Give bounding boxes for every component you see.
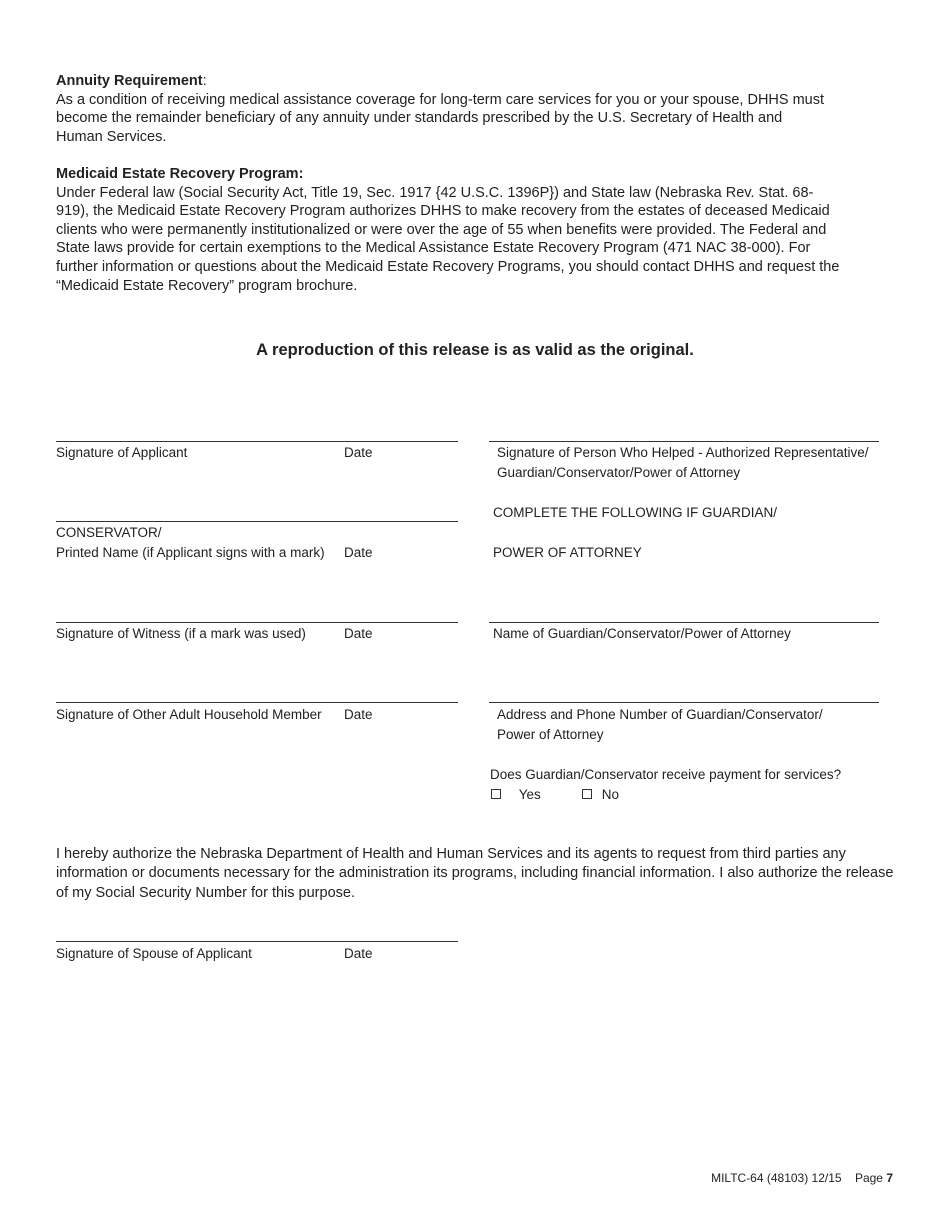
applicant-date-label: Date [344,445,373,460]
helper-signature-label: Signature of Person Who Helped - Authorized Representative/ Guardian/Conservator/Power of Attorney [497,445,869,480]
yes-label: Yes [518,787,541,802]
household-signature-label: Signature of Other Adult Household Member [56,707,322,722]
estate-recovery-section [56,165,841,295]
payment-question: Does Guardian/Conservator receive payment for services? [490,767,842,782]
page-number: 7 [886,1171,893,1185]
applicant-signature-line[interactable] [56,441,458,442]
witness-date-label: Date [344,626,373,641]
helper-signature-line[interactable] [489,441,879,442]
annuity-body: As a condition of receiving medical assistance coverage for long-term care services for you or your spouse, DHHS must become the remainder beneficiary of any annuity under standards prescribed by the U.S. Secretary of Health and Human Services. [56,91,825,145]
spouse-signature-label: Signature of Spouse of Applicant [56,946,252,961]
applicant-signature-label: Signature of Applicant [56,445,188,460]
yes-option[interactable] [491,785,541,805]
printed-name-label: Printed Name (if Applicant signs with a mark) [56,545,325,560]
complete-following-label: COMPLETE THE FOLLOWING IF GUARDIAN/ [493,505,778,520]
guardian-address-line[interactable] [489,702,879,703]
estate-recovery-body: Under Federal law (Social Security Act, Title 19, Sec. 1917 {42 U.S.C. 1396P}) and State law (Nebraska Rev. Stat. 68-919), the Medicaid Estate Recovery Program authorizes DHHS to make recovery from the estates of deceased Medicaid clients who were permanently institutionalized or were over the age of 55 when benefits were provided. The Federal and State laws provide for certain exemptions to the Medical Assistance Estate Recovery Program (471 NAC 38-000). For further information or questions about the Medicaid Estate Recovery Programs, you should contact DHHS and request the “Medicaid Estate Recovery” program brochure. [56,184,840,294]
household-date-label: Date [344,707,373,722]
printed-name-line[interactable] [56,521,458,522]
yes-checkbox[interactable] [491,789,501,799]
no-label: No [601,787,620,802]
guardian-address-label: Address and Phone Number of Guardian/Conservator/ Power of Attorney [497,707,823,742]
no-checkbox[interactable] [582,789,592,799]
spouse-signature-line[interactable] [56,941,458,942]
witness-signature-line[interactable] [56,622,458,623]
estate-recovery-heading: Medicaid Estate Recovery Program: [56,166,304,182]
no-option[interactable] [582,785,619,805]
validity-statement: A reproduction of this release is as valid as the original. [256,341,694,359]
power-of-attorney-label: POWER OF ATTORNEY [493,545,642,560]
witness-signature-label: Signature of Witness (if a mark was used) [56,626,306,641]
form-id: MILTC-64 (48103) 12/15 [711,1171,842,1185]
guardian-name-label: Name of Guardian/Conservator/Power of Attorney [493,626,791,641]
authorization-text: I hereby authorize the Nebraska Department of Health and Human Services and its agents to request from third parties any information or documents necessary for the administration its programs, including financial information. I also authorize the release of my Social Security Number for this purpose. [56,846,894,901]
page-footer [711,1171,893,1185]
spouse-date-label: Date [344,946,373,961]
conservator-label: CONSERVATOR/ [56,525,162,540]
annuity-heading: Annuity Requirement: [56,73,207,89]
printed-name-date-label: Date [344,545,373,560]
household-signature-line[interactable] [56,702,458,703]
guardian-name-line[interactable] [489,622,879,623]
annuity-section [56,72,856,146]
page-label: Page [854,1171,883,1185]
